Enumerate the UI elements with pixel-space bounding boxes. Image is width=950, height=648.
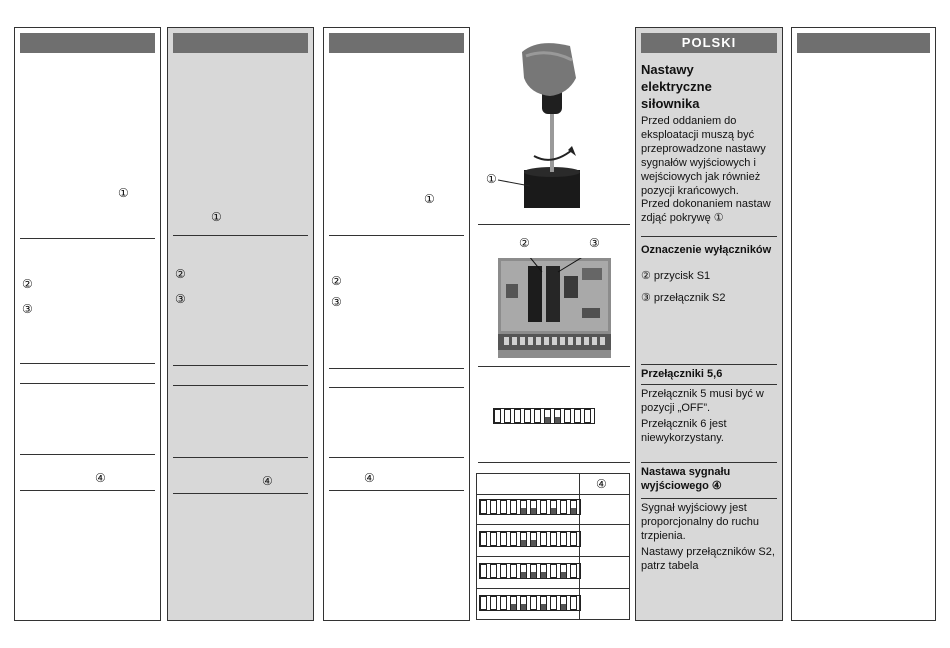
divider xyxy=(20,363,155,364)
divider xyxy=(641,384,777,385)
switch-5-text: Przełącznik 5 musi być w pozycji „OFF”. xyxy=(641,388,764,414)
dip-switch-cell xyxy=(530,532,537,546)
dip-switch-cell xyxy=(500,596,507,610)
dip-switch-lever xyxy=(555,417,560,423)
divider xyxy=(641,462,777,463)
figure-divider xyxy=(478,462,630,463)
switch-6-text: Przełącznik 6 jest niewykorzystany. xyxy=(641,418,727,444)
divider xyxy=(329,457,464,458)
divider xyxy=(173,365,308,366)
dip-switch-cell xyxy=(530,500,537,514)
dip-switch-cell xyxy=(560,596,567,610)
dip-switch-cell xyxy=(510,596,517,610)
dip-switch-cell xyxy=(570,596,577,610)
dip-switch-lever xyxy=(561,604,566,610)
cover-instruction: Przed dokonaniem nastaw zdjąć pokrywę ① xyxy=(641,198,771,224)
dip-switch-lever xyxy=(531,540,536,546)
marker-4: ④ xyxy=(262,474,273,488)
dip-switch-cell xyxy=(560,500,567,514)
dip-switch-cell xyxy=(480,564,487,578)
intro-text: Przed oddaniem do eksploatacji muszą być przeprowadzone nastawy sygnałów wyjściowych i wejściowych jak również pozycji krańcowych. xyxy=(641,115,766,197)
dip-switch-cell xyxy=(510,532,517,546)
dip-switch-cell xyxy=(554,409,561,423)
dip-switch-cell xyxy=(544,409,551,423)
dip-switch-cell xyxy=(514,409,521,423)
divider xyxy=(173,385,308,386)
switches-5-6-title: Przełączniki 5,6 xyxy=(641,368,723,380)
switch-s2-label: ③ przełącznik S2 xyxy=(641,292,726,304)
divider xyxy=(329,368,464,369)
divider xyxy=(20,490,155,491)
table-row-divider xyxy=(477,588,629,589)
dip-switch-lever xyxy=(571,508,576,514)
dip-switch-cell xyxy=(550,532,557,546)
marker-2: ② xyxy=(22,277,33,291)
dip-switch-cell xyxy=(480,500,487,514)
section-title: Nastawy elektryczne siłownika xyxy=(641,62,712,111)
dip-switch-cell xyxy=(574,409,581,423)
polish-column xyxy=(635,27,783,621)
dip-switch-lever xyxy=(561,572,566,578)
dip-switch-lever xyxy=(521,508,526,514)
dip-switch-lever xyxy=(521,572,526,578)
figure-marker-3: ③ xyxy=(589,236,600,250)
divider xyxy=(20,454,155,455)
marker-3: ③ xyxy=(331,295,342,309)
figure-divider xyxy=(478,224,630,225)
dip-switch-lever xyxy=(541,604,546,610)
dip-switch-cell xyxy=(490,532,497,546)
dip-switch-cell xyxy=(504,409,511,423)
dip-switch-cell xyxy=(490,500,497,514)
marker-2: ② xyxy=(331,274,342,288)
figure-divider xyxy=(478,366,630,367)
dip-switch-cell xyxy=(570,564,577,578)
dip-switch-lever xyxy=(521,604,526,610)
dip-switch-lever xyxy=(545,417,550,423)
column-1 xyxy=(14,27,161,621)
dip-switch-cell xyxy=(490,596,497,610)
output-signal-title: Nastawa sygnału wyjściowego ④ xyxy=(641,466,731,492)
column-3 xyxy=(323,27,470,621)
column-6-header xyxy=(797,33,930,53)
figure-marker-2: ② xyxy=(519,236,530,250)
dip-switch-cell xyxy=(520,500,527,514)
marker-4: ④ xyxy=(364,471,375,485)
dip-switch-lever xyxy=(551,508,556,514)
dip-switch-cell xyxy=(480,596,487,610)
divider xyxy=(173,493,308,494)
switch-designation-title: Oznaczenie wyłączników xyxy=(641,244,772,256)
dip-switch-cell xyxy=(550,596,557,610)
dip-switch-cell xyxy=(560,564,567,578)
table-reference-text: Nastawy przełączników S2, patrz tabela xyxy=(641,546,775,572)
marker-1: ① xyxy=(118,186,129,200)
dip-switch-cell xyxy=(480,532,487,546)
dip-switch-cell xyxy=(520,564,527,578)
dip-switch-cell xyxy=(490,564,497,578)
divider xyxy=(173,235,308,236)
column-3-header xyxy=(329,33,464,53)
dip-switch-cell xyxy=(540,500,547,514)
dip-switch-cell xyxy=(530,564,537,578)
marker-3: ③ xyxy=(175,292,186,306)
dip-switch-cell xyxy=(520,532,527,546)
dip-switch-cell xyxy=(534,409,541,423)
divider xyxy=(329,387,464,388)
marker-2: ② xyxy=(175,267,186,281)
dip-switch-cell xyxy=(500,532,507,546)
column-2-header xyxy=(173,33,308,53)
dip-switch-cell xyxy=(570,500,577,514)
divider xyxy=(329,490,464,491)
divider xyxy=(20,238,155,239)
screwdriver-illustration xyxy=(478,38,630,218)
dip-switch-cell xyxy=(520,596,527,610)
dip-switch-cell xyxy=(560,532,567,546)
dip-switch-cell xyxy=(540,564,547,578)
dip-switch-cell xyxy=(530,596,537,610)
table-row-divider xyxy=(477,524,629,525)
circuit-board-photo xyxy=(498,258,611,358)
marker-1: ① xyxy=(211,210,222,224)
marker-4: ④ xyxy=(95,471,106,485)
dip-switch-lever xyxy=(541,572,546,578)
output-signal-text: Sygnał wyjściowy jest proporcjonalny do ruchu trzpienia. xyxy=(641,502,760,542)
dip-switch-cell xyxy=(564,409,571,423)
language-header: POLSKI xyxy=(641,33,777,53)
table-header-ref: ④ xyxy=(596,477,607,491)
dip-switch-cell xyxy=(540,596,547,610)
dip-switch-cell xyxy=(524,409,531,423)
dip-switch-lever xyxy=(531,572,536,578)
dip-switch-cell xyxy=(510,564,517,578)
divider xyxy=(20,383,155,384)
column-2 xyxy=(167,27,314,621)
dip-switch-cell xyxy=(500,564,507,578)
table-row-divider xyxy=(477,556,629,557)
divider xyxy=(641,364,777,365)
column-6 xyxy=(791,27,936,621)
divider xyxy=(641,236,777,237)
divider xyxy=(173,457,308,458)
switch-s1-label: ② przycisk S1 xyxy=(641,270,711,282)
dip-switch-cell xyxy=(570,532,577,546)
divider xyxy=(641,498,777,499)
divider xyxy=(329,235,464,236)
marker-3: ③ xyxy=(22,302,33,316)
dip-switch-cell xyxy=(500,500,507,514)
dip-switch-lever xyxy=(531,508,536,514)
dip-switch-cell xyxy=(494,409,501,423)
dip-switch-lever xyxy=(511,604,516,610)
dip-switch-cell xyxy=(584,409,591,423)
dip-switch-lever xyxy=(521,540,526,546)
figure-marker-1: ① xyxy=(486,172,497,186)
marker-1: ① xyxy=(424,192,435,206)
dip-switch-cell xyxy=(550,500,557,514)
dip-switch-cell xyxy=(550,564,557,578)
column-1-header xyxy=(20,33,155,53)
dip-switch-cell xyxy=(510,500,517,514)
dip-switch-cell xyxy=(540,532,547,546)
